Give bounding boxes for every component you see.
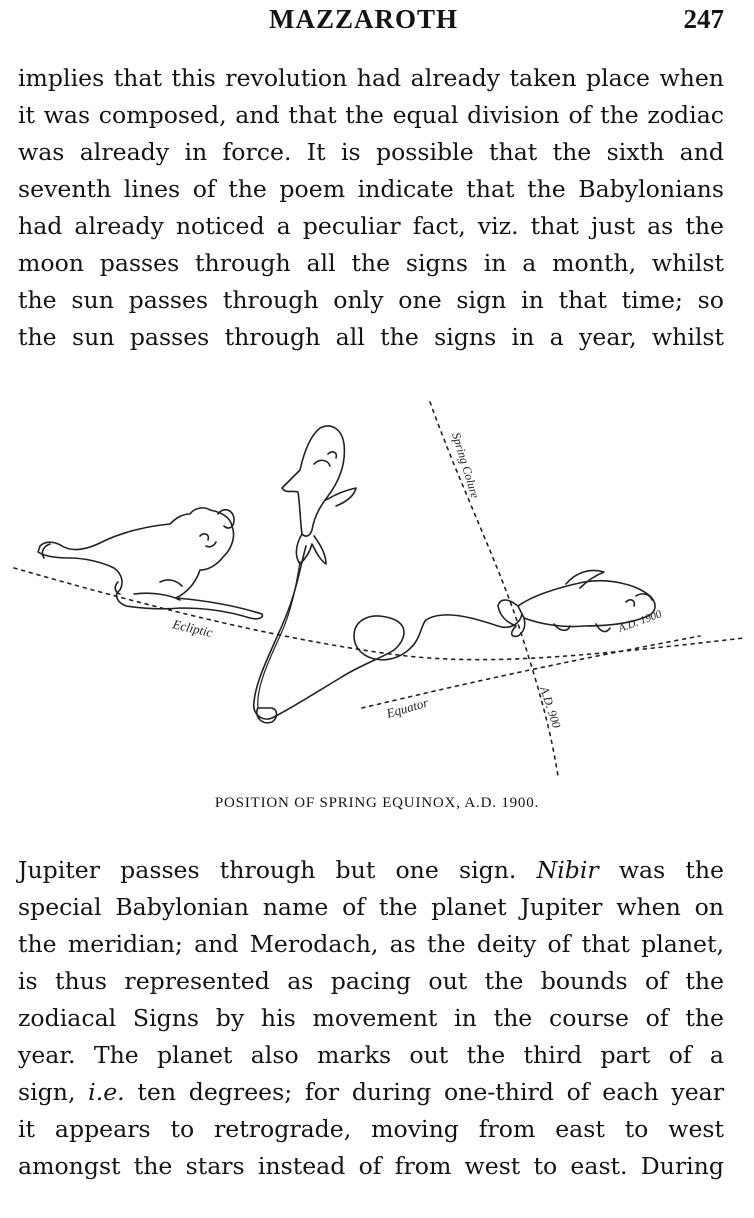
italic-term: Nibir <box>536 856 599 884</box>
upper-fish-figure <box>282 426 356 564</box>
text-line: was already in force. It is possible that the sixth and <box>18 138 724 166</box>
text-line: it appears to retrograde, moving from east to west <box>18 1115 724 1143</box>
ram-figure <box>38 508 262 619</box>
text-line: is thus represented as pacing out the bounds of the <box>18 967 724 995</box>
text-line: the meridian; and Merodach, as the deity of that planet, <box>18 930 724 958</box>
text-line: it was composed, and that the equal division of the zodiac <box>18 101 724 129</box>
ad-900-label: A.D. 900 <box>537 684 564 730</box>
text-line: had already noticed a peculiar fact, viz. that just as the <box>18 212 724 240</box>
cord <box>254 546 522 719</box>
italic-term: i.e. <box>88 1078 125 1106</box>
text-line: the sun passes through all the signs in a year, whilst <box>18 323 724 351</box>
colure-line <box>430 402 558 776</box>
text-line: Jupiter passes through but one sign. Nibir was the <box>18 856 724 884</box>
text-line: seventh lines of the poem indicate that the Babylonians <box>18 175 724 203</box>
text-line: zodiacal Signs by his movement in the course of the <box>18 1004 724 1032</box>
ecliptic-line <box>14 568 744 660</box>
page-header <box>0 4 754 38</box>
ad-1900-label: A.D. 1900 <box>616 608 664 635</box>
paragraph-bottom <box>18 852 724 1185</box>
equator-label: Equator <box>384 694 430 721</box>
figure-caption: POSITION OF SPRING EQUINOX, A.D. 1900. <box>214 795 540 811</box>
ecliptic-label: Ecliptic <box>171 616 215 641</box>
text-line: implies that this revolution had already taken place when <box>18 64 724 92</box>
text-line: year. The planet also marks out the third part of a <box>18 1041 724 1069</box>
page-number: 247 <box>683 4 724 34</box>
colure-label: Spring Colure <box>449 430 483 500</box>
paragraph-top <box>18 60 724 356</box>
zodiac-illustration <box>10 396 744 786</box>
text-line: special Babylonian name of the planet Jupiter when on <box>18 893 724 921</box>
text-line: sign, i.e. ten degrees; for during one-third of each year <box>18 1078 725 1106</box>
running-title: MAZZAROTH <box>269 4 459 34</box>
text-line: moon passes through all the signs in a month, whilst <box>18 249 724 277</box>
text-line: amongst the stars instead of from west to east. During <box>18 1152 724 1180</box>
text-line: the sun passes through only one sign in that time; so <box>18 286 724 314</box>
